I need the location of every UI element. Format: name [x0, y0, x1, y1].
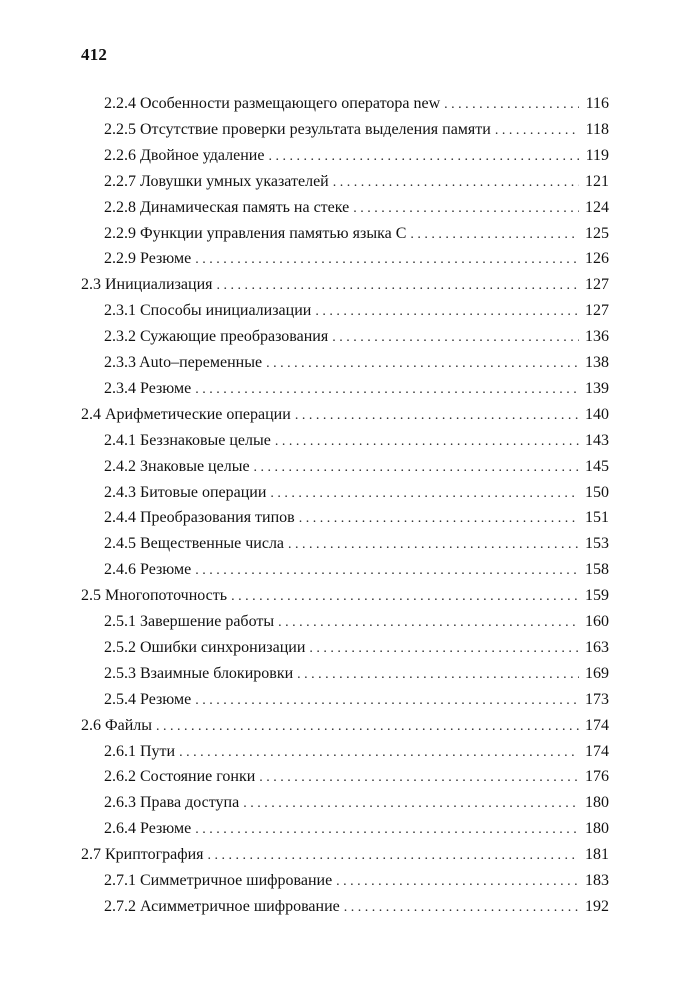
toc-entry-page-number: 118 — [585, 120, 609, 138]
toc-subsection-entry — [104, 247, 609, 271]
toc-subsection-entry — [104, 636, 609, 660]
toc-entry-page-number: 151 — [585, 509, 609, 527]
toc-dot-leader — [195, 248, 579, 272]
toc-entry-title: 2.6.2 Состояние гонки — [104, 768, 256, 786]
toc-subsection-entry — [104, 765, 609, 789]
toc-entry-title: 2.3.4 Резюме — [104, 379, 192, 397]
toc-entry-title: 2.5.3 Взаимные блокировки — [104, 664, 294, 682]
toc-entry-page-number: 163 — [585, 638, 609, 656]
toc-dot-leader — [195, 689, 579, 713]
toc-entry-title: 2.5.4 Резюме — [104, 690, 192, 708]
toc-dot-leader — [299, 507, 579, 531]
toc-entry-page-number: 145 — [585, 457, 609, 475]
toc-entry-page-number: 119 — [585, 146, 609, 164]
toc-section-entry — [81, 714, 609, 738]
toc-dot-leader — [195, 378, 579, 402]
toc-entry-page-number: 125 — [585, 224, 609, 242]
toc-entry-page-number: 116 — [585, 95, 609, 112]
toc-dot-leader — [278, 611, 579, 635]
toc-subsection-entry — [104, 118, 609, 142]
toc-subsection-entry — [104, 299, 609, 323]
toc-entry-title: 2.5.2 Ошибки синхронизации — [104, 638, 306, 656]
toc-dot-leader — [344, 896, 579, 920]
toc-entry-title: 2.4.1 Беззнаковые целые — [104, 431, 271, 449]
toc-dot-leader — [332, 326, 579, 350]
toc-entry-title: 2.4 Арифметические операции — [81, 405, 291, 423]
toc-subsection-entry — [104, 222, 609, 246]
toc-entry-page-number: 173 — [585, 690, 609, 708]
toc-subsection-entry — [104, 429, 609, 453]
toc-dot-leader — [195, 559, 579, 583]
toc-subsection-entry — [104, 92, 609, 116]
toc-dot-leader — [270, 482, 579, 506]
toc-entry-title: 2.2.9 Функции управления памятью языка С — [104, 224, 407, 242]
toc-subsection-entry — [104, 558, 609, 582]
toc-subsection-entry — [104, 740, 609, 764]
toc-entry-title: 2.2.6 Двойное удаление — [104, 146, 265, 164]
toc-dot-leader — [288, 533, 579, 557]
toc-section-entry — [81, 584, 609, 608]
toc-subsection-entry — [104, 532, 609, 556]
toc-dot-leader — [243, 792, 579, 816]
toc-entry-title: 2.6.1 Пути — [104, 742, 176, 760]
toc-entry-title: 2.6 Файлы — [81, 716, 153, 734]
toc-dot-leader — [195, 818, 579, 842]
toc-entry-title: 2.3 Инициализация — [81, 276, 213, 294]
toc-entry-title: 2.2.7 Ловушки умных указателей — [104, 172, 329, 190]
toc-entry-title: 2.7.1 Симметричное шифрование — [104, 872, 333, 889]
page-number: 412 — [81, 45, 108, 64]
toc-entry-title: 2.4.5 Вещественные числа — [104, 535, 285, 553]
toc-dot-leader — [266, 352, 579, 376]
toc-dot-leader — [309, 637, 579, 661]
toc-entry-title: 2.4.3 Битовые операции — [104, 483, 267, 501]
toc-subsection-entry — [104, 662, 609, 686]
toc-entry-page-number: 180 — [585, 820, 609, 838]
toc-dot-leader — [217, 274, 580, 298]
toc-entry-title: 2.7.2 Асимметричное шифрование — [104, 897, 340, 915]
toc-subsection-entry — [104, 817, 609, 841]
toc-entry-page-number: 176 — [585, 768, 609, 786]
toc-dot-leader — [444, 93, 579, 117]
toc-dot-leader — [495, 119, 579, 143]
toc-entry-page-number: 174 — [585, 716, 609, 734]
toc-entry-page-number: 121 — [585, 172, 609, 190]
toc-subsection-entry — [104, 895, 609, 919]
toc-dot-leader — [259, 766, 579, 790]
toc-entry-title: 2.2.8 Динамическая память на стеке — [104, 198, 350, 216]
toc-dot-leader — [410, 223, 579, 247]
toc-subsection-entry — [104, 196, 609, 220]
toc-subsection-entry — [104, 506, 609, 530]
toc-entry-title: 2.6.3 Права доступа — [104, 794, 240, 812]
toc-entry-page-number: 127 — [585, 302, 609, 320]
toc-dot-leader — [231, 585, 579, 609]
toc-entry-page-number: 138 — [585, 354, 609, 371]
toc-entry-title: 2.4.4 Преобразования типов — [104, 509, 295, 527]
toc-dot-leader — [208, 844, 579, 868]
toc-entry-page-number: 124 — [585, 198, 609, 216]
toc-entry-title: 2.2.4 Особенности размещающего оператора new — [104, 95, 441, 112]
toc-subsection-entry — [104, 791, 609, 815]
toc-subsection-entry — [104, 170, 609, 194]
toc-entry-title: 2.2.5 Отсутствие проверки результата выделения памяти — [104, 120, 491, 138]
toc-entry-page-number: 160 — [585, 613, 609, 630]
toc-subsection-entry — [104, 325, 609, 349]
toc-entry-page-number: 127 — [585, 276, 609, 294]
toc-subsection-entry — [104, 869, 609, 893]
toc-dot-leader — [254, 456, 579, 480]
toc-entry-page-number: 158 — [585, 561, 609, 579]
toc-section-entry — [81, 273, 609, 297]
toc-entry-title: 2.4.2 Знаковые целые — [104, 457, 250, 475]
toc-entry-page-number: 169 — [585, 664, 609, 682]
toc-entry-title: 2.7 Криптография — [81, 846, 204, 864]
toc-entry-title: 2.4.6 Резюме — [104, 561, 192, 579]
toc-subsection-entry — [104, 481, 609, 505]
toc-entry-page-number: 140 — [585, 405, 609, 423]
toc-dot-leader — [295, 404, 579, 428]
toc-dot-leader — [333, 171, 579, 195]
toc-dot-leader — [268, 145, 579, 169]
toc-section-entry — [81, 403, 609, 427]
toc-dot-leader — [156, 715, 579, 739]
toc-entry-title: 2.5.1 Завершение работы — [104, 613, 275, 630]
toc-subsection-entry — [104, 455, 609, 479]
toc-entry-title: 2.3.3 Auto–переменные — [104, 354, 263, 371]
toc-dot-leader — [353, 197, 579, 221]
toc-entry-page-number: 136 — [585, 328, 609, 346]
toc-entry-title: 2.6.4 Резюме — [104, 820, 192, 838]
toc-dot-leader — [179, 741, 579, 765]
toc-dot-leader — [336, 870, 579, 894]
toc-entry-page-number: 181 — [585, 846, 609, 864]
toc-dot-leader — [315, 300, 579, 324]
toc-entry-page-number: 159 — [585, 587, 609, 605]
toc-entry-page-number: 180 — [585, 794, 609, 812]
toc-entry-page-number: 143 — [585, 431, 609, 449]
toc-dot-leader — [297, 663, 579, 687]
toc-entry-page-number: 183 — [585, 872, 609, 889]
toc-entry-page-number: 139 — [585, 379, 609, 397]
toc-subsection-entry — [104, 351, 609, 375]
toc-subsection-entry — [104, 610, 609, 634]
toc-entry-title: 2.3.1 Способы инициализации — [104, 302, 312, 320]
toc-entry-page-number: 174 — [585, 742, 609, 760]
toc-subsection-entry — [104, 688, 609, 712]
toc-entry-page-number: 153 — [585, 535, 609, 553]
toc-entry-page-number: 150 — [585, 483, 609, 501]
toc-dot-leader — [275, 430, 579, 454]
toc-entry-title: 2.5 Многопоточность — [81, 587, 228, 605]
toc-entry-title: 2.3.2 Сужающие преобразования — [104, 328, 329, 346]
toc-subsection-entry — [104, 377, 609, 401]
toc-entry-page-number: 192 — [585, 897, 609, 915]
toc-subsection-entry — [104, 144, 609, 168]
toc-entry-page-number: 126 — [585, 250, 609, 268]
toc-section-entry — [81, 843, 609, 867]
toc-entry-title: 2.2.9 Резюме — [104, 250, 192, 268]
